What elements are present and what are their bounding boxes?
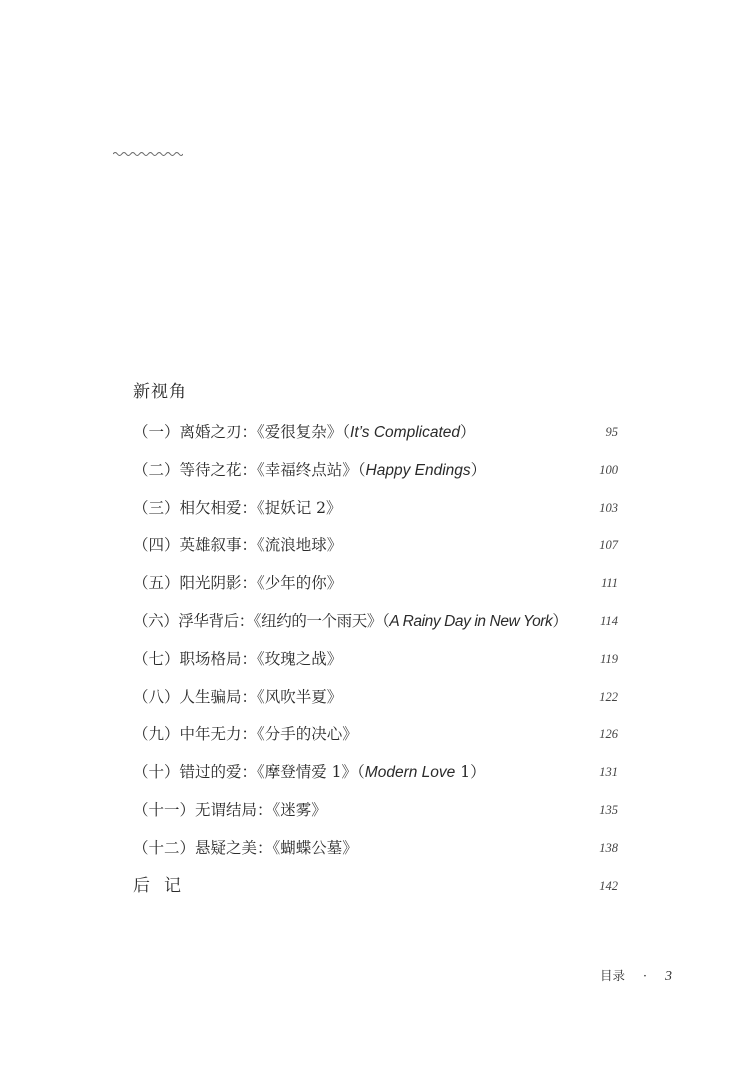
toc-entry-label: （十）错过的爱：《摩登情爱 1》（ — [133, 763, 365, 782]
toc-entry-label: （二）等待之花：《幸福终点站》（ — [133, 460, 366, 479]
toc-entry-7[interactable] — [133, 645, 618, 683]
toc-page-number: 114 — [600, 613, 618, 628]
toc-entry-suffix: ） — [552, 611, 568, 630]
toc-page-number: 142 — [599, 878, 618, 893]
page-footer — [600, 966, 672, 985]
toc-entry-label: （五）阳光阴影：《少年的你》 — [133, 574, 343, 593]
toc-entry-english-title: It’s Complicated — [350, 424, 460, 441]
toc-entry-label: （四）英雄叙事：《流浪地球》 — [133, 536, 343, 555]
toc-entry-label: （十一）无谓结局：《迷雾》 — [133, 800, 327, 819]
toc-entry-9[interactable] — [133, 720, 618, 758]
toc-page-number: 122 — [599, 689, 618, 704]
toc-entry-english-title: A Rainy Day in New York — [389, 612, 553, 630]
toc-entry-suffix: ） — [470, 460, 487, 479]
toc-page-number: 138 — [599, 840, 618, 855]
toc-entry-label: （九）中年无力：《分手的决心》 — [133, 725, 358, 744]
toc-page-number: 126 — [599, 727, 618, 742]
toc-entry-label: （六）浮华背后：《纽约的一个雨天》（ — [133, 611, 390, 630]
toc-page-number: 111 — [601, 576, 618, 591]
toc-entry-4[interactable] — [133, 531, 618, 569]
toc-entry-english-title: Modern Love — [364, 764, 456, 782]
toc-entry-1[interactable] — [133, 418, 618, 456]
toc-entry-label: （一）离婚之刃：《爱很复杂》（ — [133, 423, 351, 441]
toc-entry-10[interactable] — [133, 758, 618, 796]
footer-separator: · — [643, 968, 647, 983]
footer-label: 目录 — [600, 968, 626, 983]
toc-entry-label: （七）职场格局：《玫瑰之战》 — [133, 649, 343, 668]
decorative-wave-line — [113, 149, 183, 159]
toc-entry-8[interactable] — [133, 683, 618, 721]
toc-entry-afterword[interactable] — [133, 872, 618, 910]
toc-entry-2[interactable] — [133, 456, 618, 494]
toc-entry-3[interactable] — [133, 494, 618, 532]
toc-page-number: 95 — [605, 425, 618, 439]
toc-entry-11[interactable] — [133, 796, 618, 834]
toc-page-number: 100 — [599, 462, 618, 477]
toc-entry-label: 后记 — [133, 875, 195, 896]
toc-entry-suffix: 1） — [455, 763, 486, 782]
toc-page-number: 103 — [599, 500, 618, 515]
footer-page-number: 3 — [665, 969, 672, 984]
toc-entry-5[interactable] — [133, 569, 618, 607]
toc-entry-english-title: Happy Endings — [365, 461, 471, 479]
toc-page-number: 107 — [599, 538, 618, 553]
toc-page-number: 135 — [599, 802, 618, 817]
section-title: 新视角 — [133, 382, 187, 402]
toc-entry-12[interactable] — [133, 834, 618, 872]
toc-page-number: 119 — [600, 651, 618, 666]
toc-entry-label: （十二）悬疑之美：《蝴蝶公墓》 — [133, 838, 358, 857]
toc-entry-6[interactable] — [133, 607, 618, 645]
toc-page-number: 131 — [599, 765, 618, 780]
toc-entry-label: （三）相欠相爱：《捉妖记 2》 — [133, 498, 342, 517]
toc-entry-label: （八）人生骗局：《风吹半夏》 — [133, 687, 343, 706]
toc-entry-suffix: ） — [460, 423, 476, 441]
table-of-contents — [133, 418, 618, 909]
